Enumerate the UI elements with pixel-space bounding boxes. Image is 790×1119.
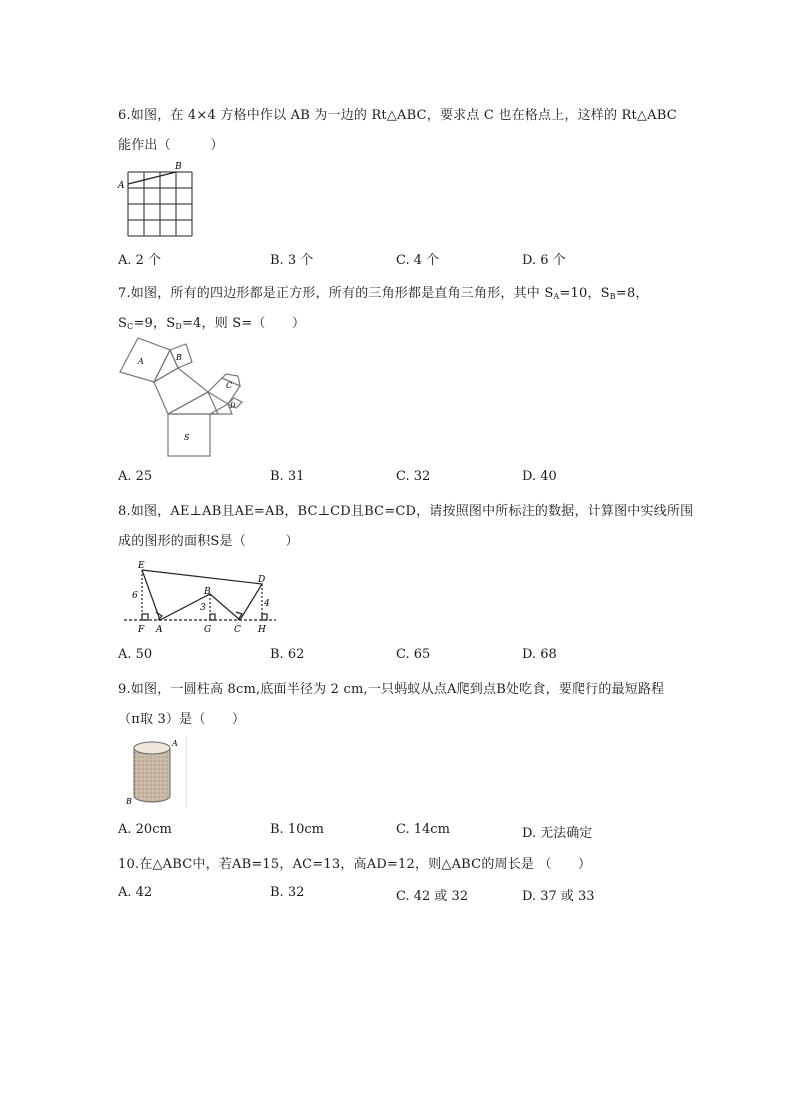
q8-stem-line1: 8.如图，AE⊥AB且AE=AB，BC⊥CD且BC=CD，请按照图中所标注的数据，计算图中实线所围: [118, 504, 694, 519]
q9-option-d[interactable]: D. 无法确定: [522, 826, 593, 841]
q6-grid-figure: [116, 160, 198, 242]
q9-option-a[interactable]: A. 20cm: [118, 822, 172, 837]
q8-option-c[interactable]: C. 65: [396, 647, 431, 662]
q8-label-b: B: [204, 587, 211, 597]
q9-stem-line2: （π取 3）是（ ）: [118, 712, 246, 727]
q6-stem-line2: 能作出（ ）: [118, 138, 224, 153]
q7-label-s: S: [184, 433, 190, 442]
q10-option-c[interactable]: C. 42 或 32: [396, 889, 469, 904]
q6-label-a: A: [118, 181, 125, 191]
q8-polygon-figure: [124, 558, 280, 636]
q8-label-c: C: [234, 625, 241, 635]
q8-option-a[interactable]: A. 50: [118, 647, 153, 662]
q6-option-d[interactable]: D. 6 个: [522, 253, 566, 268]
q8-label-4: 4: [264, 599, 270, 609]
q6-option-a[interactable]: A. 2 个: [118, 253, 162, 268]
q8-stem-line2: 成的图形的面积S是（ ）: [118, 534, 299, 549]
q9-label-a: A: [172, 739, 178, 748]
q7-squares-figure: [118, 336, 248, 458]
q6-label-b: B: [175, 162, 182, 172]
q7-option-a[interactable]: A. 25: [118, 469, 153, 484]
q10-option-d[interactable]: D. 37 或 33: [522, 889, 595, 904]
q7-option-d[interactable]: D. 40: [522, 469, 557, 484]
q10-stem: 10.在△ABC中，若AB=15，AC=13，高AD=12，则△ABC的周长是 （ ）: [118, 857, 592, 872]
q7-label-d: D: [230, 402, 236, 410]
q6-stem-line1: 6.如图，在 4×4 方格中作以 AB 为一边的 Rt△ABC，要求点 C 也在格点上，这样的 Rt△ABC: [118, 108, 677, 123]
q9-cylinder-figure: [122, 736, 190, 808]
q8-option-d[interactable]: D. 68: [522, 647, 557, 662]
q8-label-h: H: [258, 625, 266, 635]
q8-label-g: G: [204, 625, 212, 635]
q7-label-b: B: [176, 353, 182, 362]
q6-option-c[interactable]: C. 4 个: [396, 253, 440, 268]
q8-label-d: D: [258, 575, 266, 585]
q8-label-e: E: [138, 561, 145, 571]
q8-label-f: F: [138, 625, 145, 635]
q10-option-a[interactable]: A. 42: [118, 885, 153, 900]
q6-option-b[interactable]: B. 3 个: [270, 253, 314, 268]
q9-option-c[interactable]: C. 14cm: [396, 822, 450, 837]
q10-option-b[interactable]: B. 32: [270, 885, 305, 900]
q7-option-b[interactable]: B. 31: [270, 469, 305, 484]
q7-label-a: A: [138, 357, 144, 366]
q7-label-c: C: [226, 381, 233, 390]
q9-option-b[interactable]: B. 10cm: [270, 822, 324, 837]
q7-option-c[interactable]: C. 32: [396, 469, 431, 484]
q7-stem-line2: $S_C=9$，$S_D=4$，则 S=（ ）: [118, 316, 306, 331]
q9-label-b: B: [126, 797, 132, 806]
q8-option-b[interactable]: B. 62: [270, 647, 305, 662]
q8-label-6: 6: [132, 591, 138, 601]
q9-stem-line1: 9.如图，一圆柱高 8cm,底面半径为 2 cm,一只蚂蚁从点A爬到点B处吃食，要爬行的最短路程: [118, 682, 665, 697]
q8-label-3: 3: [200, 603, 206, 613]
q7-stem-line1: 7.如图，所有的四边形都是正方形，所有的三角形都是直角三角形，其中 $S_A=10$，$S_B=8$，: [118, 286, 649, 301]
q8-label-a: A: [156, 625, 163, 635]
